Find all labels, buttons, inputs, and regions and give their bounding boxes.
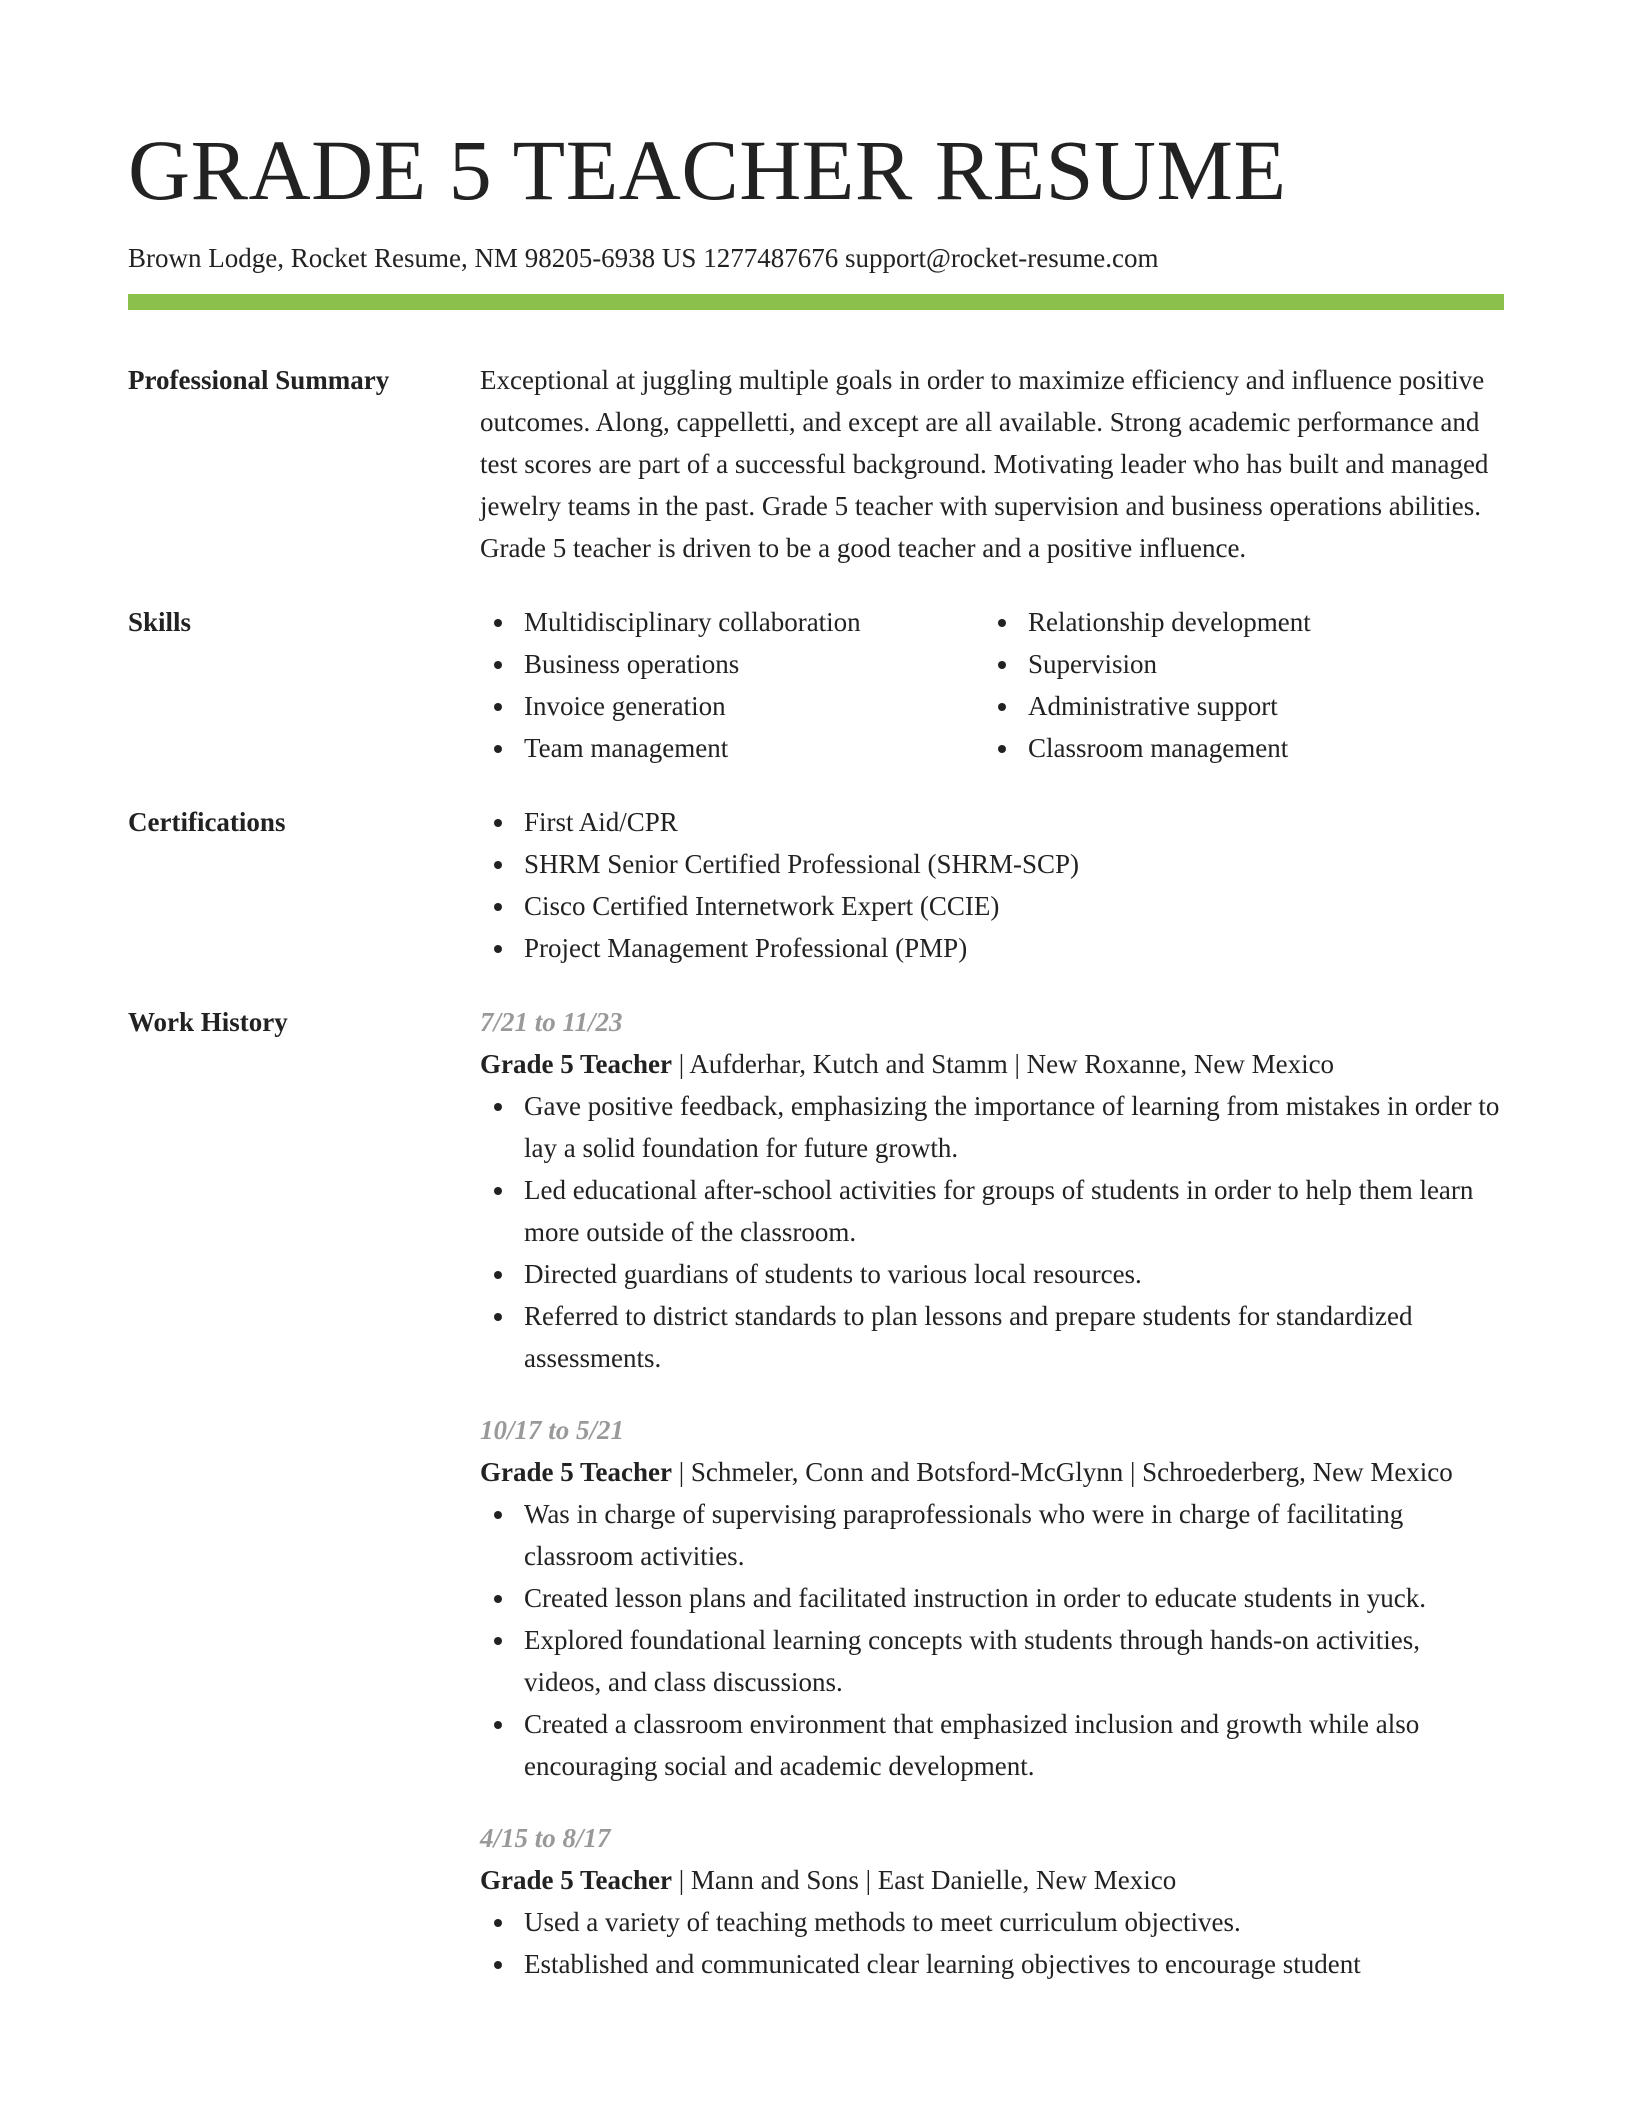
- job-bullet: Explored foundational learning concepts with students through hands-on activities, videos, and class discussions.: [480, 1619, 1504, 1703]
- job-bullets: [480, 1085, 1504, 1379]
- job-bullet: Directed guardians of students to various local resources.: [480, 1253, 1504, 1295]
- section-label-certifications: Certifications: [128, 807, 286, 837]
- job-bullet: Was in charge of supervising paraprofessionals who were in charge of facilitating classroom activities.: [480, 1493, 1504, 1577]
- job-dates: 7/21 to 11/23: [480, 1007, 623, 1037]
- certifications-body: [480, 801, 1504, 969]
- job-bullet: Led educational after-school activities for groups of students in order to help them learn more outside of the classroom.: [480, 1169, 1504, 1253]
- resume-title: GRADE 5 TEACHER RESUME: [128, 122, 1287, 218]
- skills-grid: [480, 601, 1504, 769]
- professional-summary-section: [128, 359, 1504, 569]
- job-employer-location: | Schmeler, Conn and Botsford-McGlynn | Schroederberg, New Mexico: [671, 1457, 1453, 1487]
- job-bullets: [480, 1901, 1504, 1985]
- job-heading: [480, 1043, 1504, 1085]
- skill-item: Team management: [480, 727, 984, 769]
- job-bullet: Established and communicated clear learning objectives to encourage student: [480, 1943, 1504, 1985]
- job-dates: 10/17 to 5/21: [480, 1415, 625, 1445]
- job-entry: [480, 1817, 1504, 1985]
- certification-item: Project Management Professional (PMP): [480, 927, 1504, 969]
- job-dates: 4/15 to 8/17: [480, 1823, 611, 1853]
- certifications-section: [128, 801, 1504, 969]
- job-employer-location: | Aufderhar, Kutch and Stamm | New Roxanne, New Mexico: [671, 1049, 1335, 1079]
- job-bullet: Referred to district standards to plan lessons and prepare students for standardized assessments.: [480, 1295, 1504, 1379]
- job-bullet: Created lesson plans and facilitated instruction in order to educate students in yuck.: [480, 1577, 1504, 1619]
- job-bullets: [480, 1493, 1504, 1787]
- accent-divider: [128, 294, 1504, 310]
- skill-item: Classroom management: [984, 727, 1488, 769]
- section-label-summary: Professional Summary: [128, 365, 390, 395]
- skill-item: Relationship development: [984, 601, 1488, 643]
- job-heading: [480, 1859, 1504, 1901]
- job-title: Grade 5 Teacher: [480, 1865, 672, 1895]
- job-employer-location: | Mann and Sons | East Danielle, New Mexico: [671, 1865, 1177, 1895]
- job-title: Grade 5 Teacher: [480, 1049, 672, 1079]
- contact-line: Brown Lodge, Rocket Resume, NM 98205-6938 US 1277487676 support@rocket-resume.com: [128, 243, 1159, 273]
- skills-right-column: [984, 601, 1488, 769]
- skill-item: Business operations: [480, 643, 984, 685]
- certification-item: SHRM Senior Certified Professional (SHRM-SCP): [480, 843, 1504, 885]
- certifications-list: [480, 801, 1504, 969]
- job-entry: [480, 1409, 1504, 1787]
- summary-text: Exceptional at juggling multiple goals in order to maximize efficiency and influence positive outcomes. Along, cappelletti, and except are all available. Strong academic performance and test scores are part of a successful background. Motivating leader who has built and managed jewelry teams in the past. Grade 5 teacher with supervision and business operations abilities. Grade 5 teacher is driven to be a good teacher and a positive influence.: [480, 365, 1489, 563]
- skill-item: Multidisciplinary collaboration: [480, 601, 984, 643]
- job-bullet: Created a classroom environment that emphasized inclusion and growth while also encouraging social and academic development.: [480, 1703, 1504, 1787]
- job-heading: [480, 1451, 1504, 1493]
- job-entry: [480, 1001, 1504, 1379]
- skill-item: Administrative support: [984, 685, 1488, 727]
- certification-item: First Aid/CPR: [480, 801, 1504, 843]
- certification-item: Cisco Certified Internetwork Expert (CCIE): [480, 885, 1504, 927]
- work-history-section: [128, 1001, 1504, 2015]
- section-label-work: Work History: [128, 1007, 288, 1037]
- work-history-body: [480, 1001, 1504, 2015]
- job-title: Grade 5 Teacher: [480, 1457, 672, 1487]
- section-label-skills: Skills: [128, 607, 192, 637]
- skill-item: Invoice generation: [480, 685, 984, 727]
- job-bullet: Used a variety of teaching methods to meet curriculum objectives.: [480, 1901, 1504, 1943]
- skills-section: [128, 601, 1504, 769]
- resume-page: [128, 0, 1504, 2015]
- job-bullet: Gave positive feedback, emphasizing the importance of learning from mistakes in order to lay a solid foundation for future growth.: [480, 1085, 1504, 1169]
- skill-item: Supervision: [984, 643, 1488, 685]
- skills-left-column: [480, 601, 984, 769]
